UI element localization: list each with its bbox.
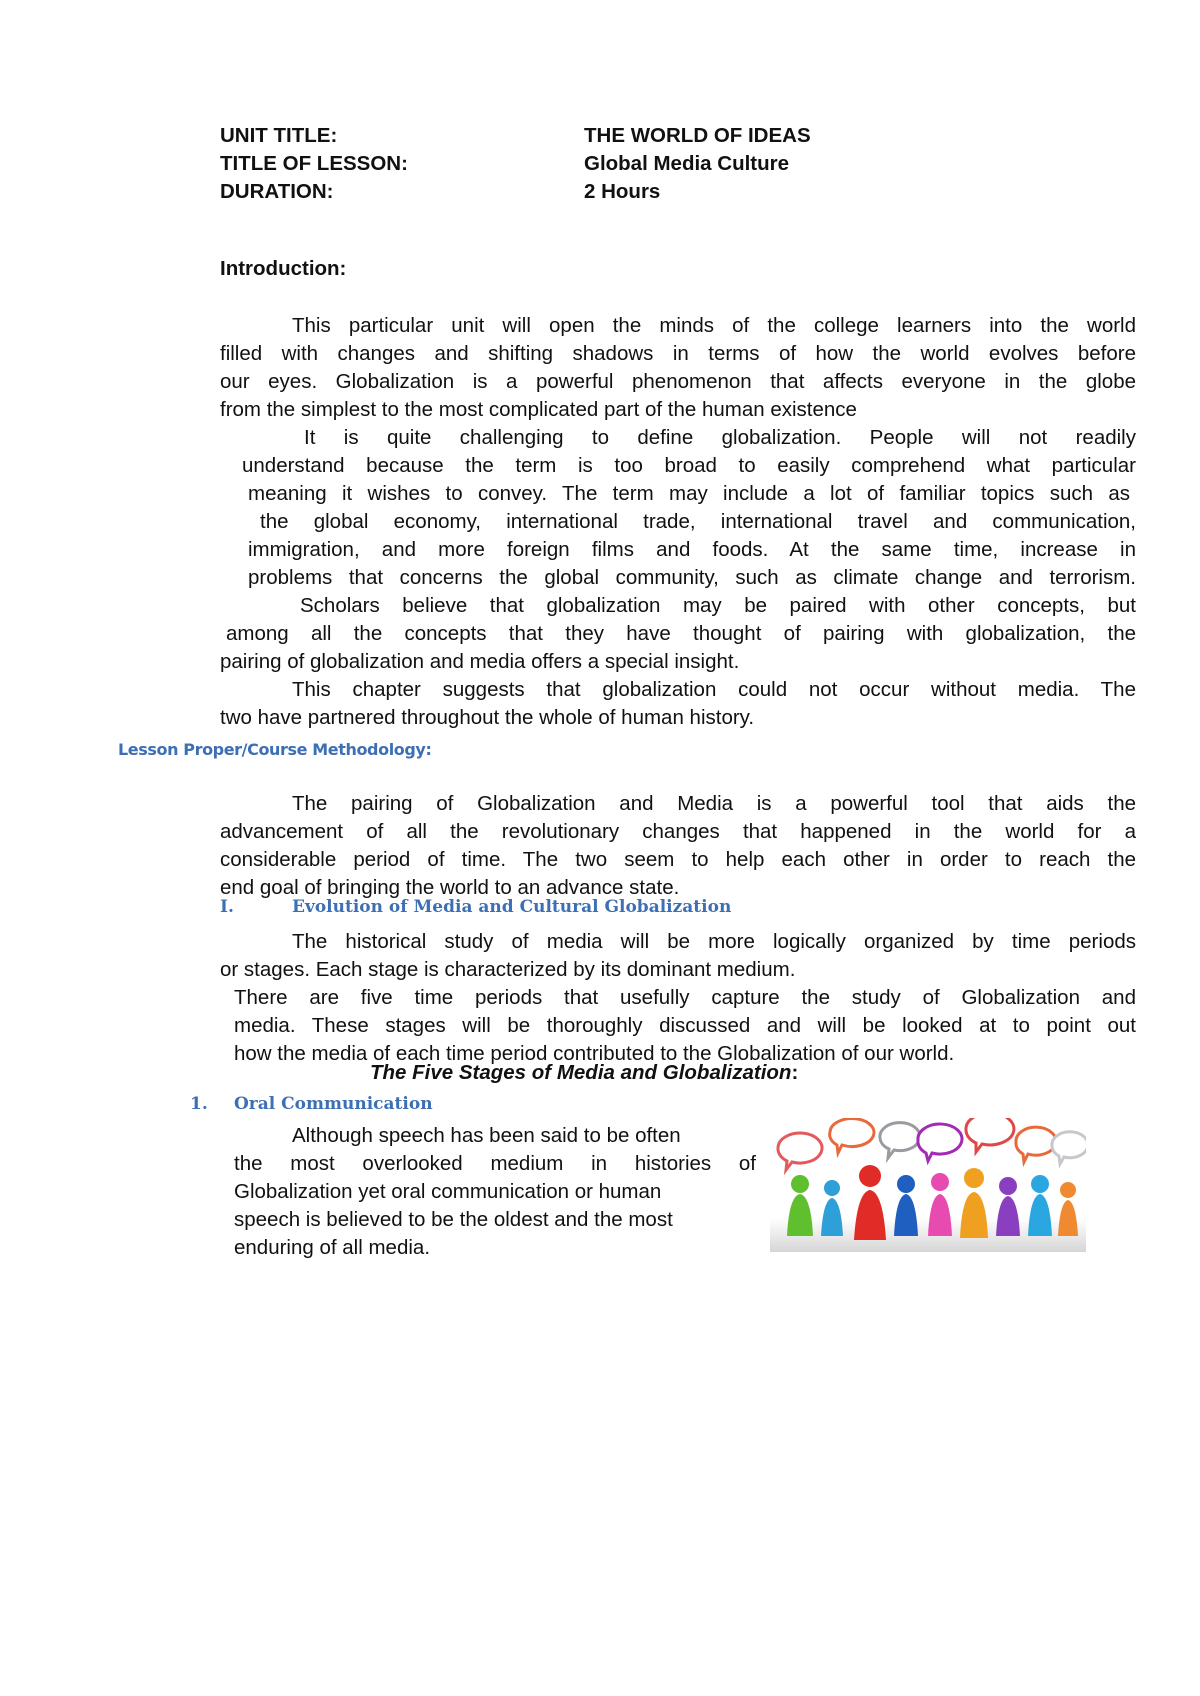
intro-p1-line: our eyes. Globalization is a powerful phenomenon that affects everyone in the globe (220, 370, 1136, 393)
introduction-heading: Introduction: (220, 257, 347, 280)
intro-paragraph-4 (220, 676, 1136, 732)
stage-1-paragraph (234, 1122, 756, 1262)
section-1-p2-line: There are five time periods that usefully capture the study of Globalization and (234, 986, 1136, 1009)
section-1-p1-line: or stages. Each stage is characterized by its dominant medium. (220, 958, 796, 981)
intro-p1-line: from the simplest to the most complicated part of the human existence (220, 398, 857, 421)
intro-p3-line: pairing of globalization and media offers a special insight. (220, 650, 740, 673)
intro-p2-line: immigration, and more foreign films and foods. At the same time, increase in (248, 538, 1136, 561)
lesson-p1-line: The pairing of Globalization and Media is a powerful tool that aids the (292, 792, 1136, 815)
intro-p2-line: meaning it wishes to convey. The term may include a lot of familiar topics such as (248, 482, 1130, 505)
intro-p3-line: among all the concepts that they have thought of pairing with globalization, the (226, 622, 1136, 645)
intro-p2-line: It is quite challenging to define globalization. People will not readily (304, 426, 1136, 449)
five-stages-title-colon: : (791, 1061, 799, 1084)
lesson-title-label: TITLE OF LESSON: (220, 152, 408, 175)
intro-p2-line: understand because the term is too broad to easily comprehend what particular (242, 454, 1136, 477)
intro-p4-line: two have partnered throughout the whole of human history. (220, 706, 755, 729)
duration-value: 2 Hours (584, 180, 661, 203)
stage-1-line: speech is believed to be the oldest and the most (234, 1208, 673, 1231)
intro-p2-line: problems that concerns the global community, such as climate change and terrorism. (248, 566, 1136, 589)
lesson-p1-line: advancement of all the revolutionary changes that happened in the world for a (220, 820, 1136, 843)
lesson-title-value: Global Media Culture (584, 152, 790, 175)
stage-1-line: enduring of all media. (234, 1236, 431, 1259)
section-1-title: Evolution of Media and Cultural Globalization (292, 897, 732, 917)
stage-1-line: Although speech has been said to be often (292, 1124, 681, 1147)
stage-1-line: the most overlooked medium in histories of (234, 1152, 756, 1175)
section-1-p1-line: The historical study of media will be more logically organized by time periods (292, 930, 1136, 953)
stage-1-line: Globalization yet oral communication or human (234, 1180, 662, 1203)
intro-paragraph-2 (220, 424, 1136, 592)
unit-title-label: UNIT TITLE: (220, 124, 338, 147)
section-1-paragraph-2 (234, 984, 1136, 1068)
intro-p3-line: Scholars believe that globalization may be paired with other concepts, but (300, 594, 1136, 617)
section-1-p2-line: media. These stages will be thoroughly discussed and will be looked at to point out (234, 1014, 1136, 1037)
section-1-paragraph-1 (220, 928, 1136, 984)
intro-p4-line: This chapter suggests that globalization could not occur without media. The (292, 678, 1136, 701)
people-speech-bubbles-image (770, 1118, 1086, 1252)
section-1-number: I. (220, 897, 234, 917)
five-stages-title (370, 1061, 798, 1085)
stage-1-title: Oral Communication (234, 1094, 433, 1114)
lesson-proper-heading: Lesson Proper/Course Methodology: (118, 740, 432, 759)
intro-p1-line: This particular unit will open the minds of the college learners into the world (292, 314, 1136, 337)
section-1-p2-line: how the media of each time period contributed to the Globalization of our world. (234, 1042, 955, 1065)
lesson-p1-line: considerable period of time. The two seem to help each other in order to reach the (220, 848, 1136, 871)
stage-1-number: 1. (190, 1094, 208, 1114)
duration-label: DURATION: (220, 180, 334, 203)
lesson-p1-line: end goal of bringing the world to an advance state. (220, 876, 680, 899)
lesson-paragraph-1 (220, 790, 1136, 902)
intro-p1-line: filled with changes and shifting shadows in terms of how the world evolves before (220, 342, 1136, 365)
five-stages-title-text: The Five Stages of Media and Globalization (370, 1061, 792, 1084)
intro-p2-line: the global economy, international trade, international travel and communication, (260, 510, 1136, 533)
intro-paragraph-3 (220, 592, 1136, 676)
intro-paragraph-1 (220, 312, 1136, 424)
unit-title-value: THE WORLD OF IDEAS (584, 124, 811, 147)
